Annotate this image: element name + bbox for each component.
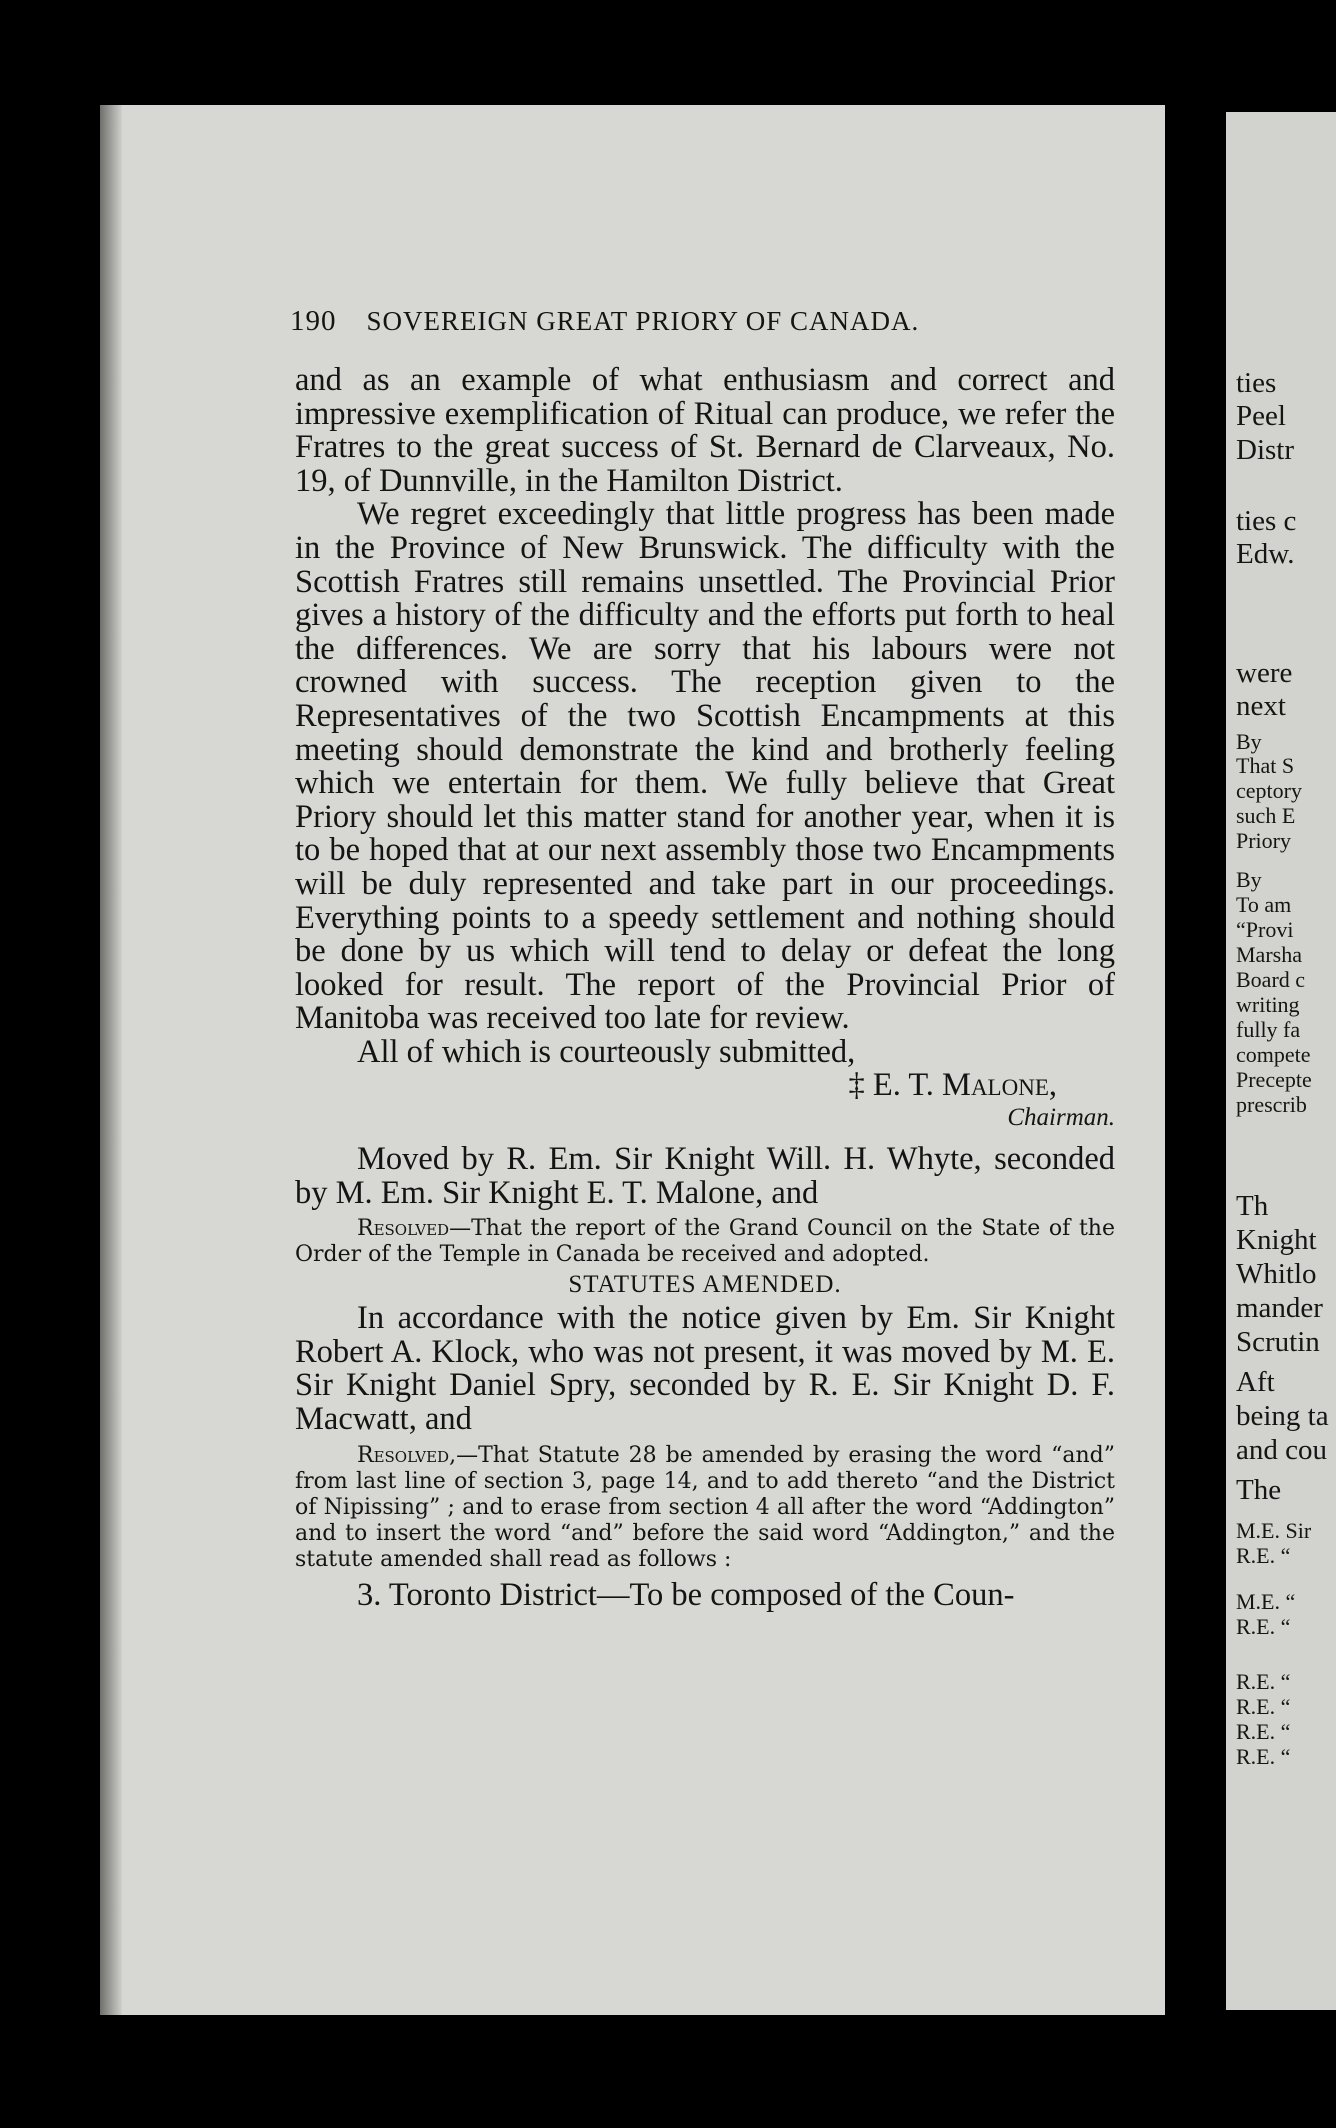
right-page-fragment: R.E. “ [1236, 1614, 1291, 1639]
right-page [1226, 112, 1336, 2010]
right-page-fragment: R.E. “ [1236, 1694, 1291, 1719]
signature-title: Chairman. [1007, 1104, 1115, 1132]
paragraph-5: In accordance with the notice given by Em. Sir Knight Robert A. Klock, who was not present, it was moved by M. E. Sir Knight Daniel Spry, seconded by R. E. Sir Knight D. F. Macwatt, and [295, 1300, 1115, 1438]
resolved-label: Resolved [357, 1216, 450, 1242]
page-body [295, 364, 1115, 1612]
right-page-fragment: ceptory [1236, 778, 1302, 803]
right-page-fragment: R.E. “ [1236, 1543, 1291, 1568]
paragraph-2: We regret exceedingly that little progress has been made in the Province of New Brunswick. The difficulty with the Scottish Fratres still remains unsettled. The Provincial Prior gives a history of the difficulty and the efforts put forth to heal the differences. We are sorry that his labours were not crowned with success. The reception given to the Representatives of the two Scottish Encampments at this meeting should demonstrate the kind and brotherly feeling which we entertain for them. We fully believe that Great Priory should let this matter stand for another year, when it is to be hoped that at our next assembly those two Encampments will be duly represented and take part in our proceedings. Everything points to a speedy settlement and nothing should be done by us which will tend to delay or defeat the long looked for result. The report of the Provincial Prior of Manitoba was received too late for review. [295, 496, 1115, 1037]
right-page-fragment: next [1236, 690, 1286, 722]
right-page-fragment: By [1236, 729, 1262, 754]
right-page-fragment: Peel [1236, 400, 1286, 432]
book-gutter [1165, 105, 1226, 2015]
paragraph-6: 3. Toronto District—To be composed of the Coun- [357, 1576, 1015, 1613]
right-page-fragment: were [1236, 657, 1293, 689]
right-page-fragment: being ta [1236, 1400, 1329, 1432]
right-page-fragment: M.E. Sir [1236, 1518, 1312, 1543]
resolution-2 [295, 1443, 1115, 1573]
right-page-fragment: “Provi [1236, 917, 1294, 942]
right-page-fragment: mander [1236, 1292, 1323, 1324]
right-page-fragment: The [1236, 1474, 1282, 1506]
right-page-fragment: fully fa [1236, 1017, 1301, 1042]
right-page-fragment: writing [1236, 992, 1300, 1017]
right-page-fragment: Knight [1236, 1224, 1317, 1256]
right-page-fragment: R.E. “ [1236, 1669, 1291, 1694]
page-number: 190 [290, 305, 337, 337]
resolution-2-text: ,—That Statute 28 be amended by erasing the word “and” from last line of section 3, page 14, and to add thereto “and the District of Nipissing” ; and to erase from section 4 all after the word “Addington” and to insert the word “and” before the said word “Addington,” and the statute amended shall read as follows : [295, 1442, 1115, 1572]
right-page-fragment: By [1236, 867, 1262, 892]
right-page-fragment: Priory [1236, 828, 1291, 853]
right-page-fragment: Th [1236, 1190, 1269, 1222]
right-page-fragment: Distr [1236, 434, 1294, 466]
section-heading: STATUTES AMENDED. [568, 1271, 842, 1299]
paragraph-4: Moved by R. Em. Sir Knight Will. H. Whyte, seconded by M. Em. Sir Knight E. T. Malone, and [295, 1141, 1115, 1211]
right-page-fragment: such E [1236, 803, 1296, 828]
right-page-fragment: and cou [1236, 1434, 1327, 1466]
right-page-fragment: Whitlo [1236, 1258, 1317, 1290]
right-page-fragment: Scrutin [1236, 1326, 1320, 1358]
right-page-fragment: Board c [1236, 967, 1306, 992]
paragraph-3: All of which is courteously submitted, [357, 1033, 856, 1070]
right-page-fragment: ties [1236, 367, 1277, 399]
right-page-fragment: That S [1236, 753, 1295, 778]
right-page-fragment: compete [1236, 1042, 1311, 1067]
resolution-1 [295, 1216, 1115, 1268]
right-page-fragment: R.E. “ [1236, 1744, 1291, 1769]
signature-name: ‡ E. T. Malone, [848, 1067, 1057, 1104]
right-page-fragment: ties c [1236, 505, 1297, 537]
resolution-1-text: —That the report of the Grand Council on the State of the Order of the Temple in Canada be received and adopted. [295, 1216, 1115, 1268]
page-header [290, 305, 919, 338]
paragraph-1: and as an example of what enthusiasm and correct and impressive exemplification of Ritual can produce, we refer the Fratres to the great success of St. Bernard de Clarveaux, No. 19, of Dunnville, in the Hamilton District. [295, 362, 1115, 499]
right-page-fragment: Precepte [1236, 1067, 1312, 1092]
resolved-label: Resolved [357, 1442, 450, 1468]
right-page-fragment: To am [1236, 892, 1292, 917]
right-page-fragment: prescrib [1236, 1092, 1307, 1117]
right-page-fragment: Edw. [1236, 538, 1295, 570]
right-page-fragment: Marsha [1236, 942, 1302, 967]
right-page-fragment: Aft [1236, 1366, 1275, 1398]
running-head: SOVEREIGN GREAT PRIORY OF CANADA. [366, 306, 920, 336]
right-page-fragment: M.E. “ [1236, 1589, 1296, 1614]
right-page-fragment: R.E. “ [1236, 1719, 1291, 1744]
